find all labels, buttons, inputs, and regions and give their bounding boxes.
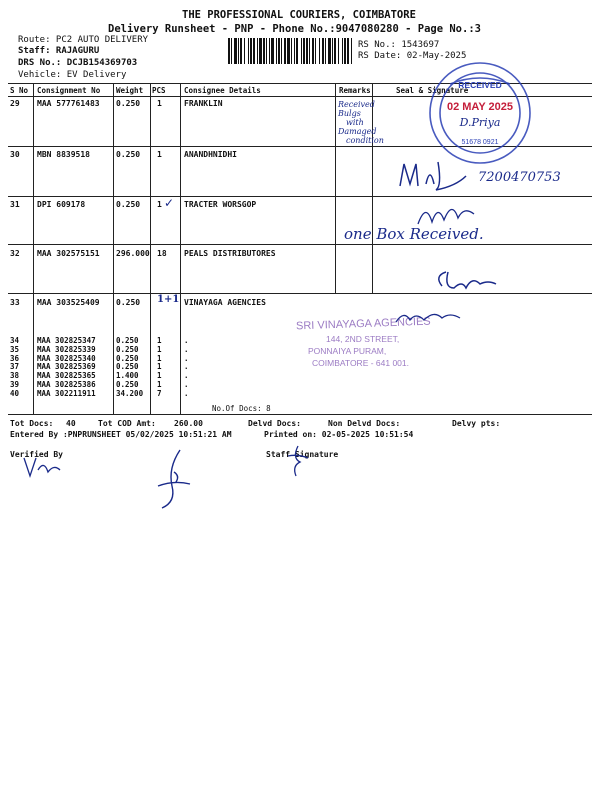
remark-handwritten [338,100,384,145]
vinayaga-stamp-line2: 144, 2ND STREET, [326,334,400,344]
row-divider [8,293,592,294]
row-sno: 37 [10,362,20,372]
row-consignment: MAA 302575151 [37,249,100,258]
col-sno: S No [10,86,29,95]
verified-signature-2 [150,446,194,512]
row-sno: 35 [10,344,20,354]
row-weight: 1.400 [116,371,139,381]
row-weight: 0.250 [116,344,139,354]
drs-number: DRS No.: DCJB154369703 [18,58,138,68]
barcode [228,38,353,64]
table-bottom-line [8,414,592,415]
barcode-bar [269,38,270,64]
row-consignment: MAA 302825339 [37,344,96,354]
col-divider [33,83,34,414]
barcode-bar [259,38,262,64]
verified-by-label: Verified By [10,450,63,459]
stamp-received-text: RECEIVED [458,80,502,90]
row-consignee: VINAYAGA AGENCIES [184,298,266,307]
remark-line: condition [346,136,384,145]
no-of-docs: No.Of Docs: 8 [212,404,271,413]
row-consignment: MAA 302211911 [37,388,96,398]
signature-row33 [392,306,464,330]
row-divider [8,196,592,197]
barcode-bar [344,38,346,64]
row-sno: 38 [10,371,20,381]
signature-row32 [432,266,502,294]
row-weight: 0.250 [116,200,141,209]
row-weight: 0.250 [116,336,139,345]
row-sno: 39 [10,380,20,389]
remark-line: with [346,118,364,127]
row-consignment: MAA 577761483 [37,99,100,108]
row-weight: 0.250 [116,99,141,108]
barcode-bar [294,38,295,64]
row-consignment: MAA 302825347 [37,336,96,345]
row-consignee: FRANKLIN [184,99,223,108]
barcode-bar [284,38,286,64]
row-pcs-handwritten: 1+1 [157,294,180,305]
row-consignment: MAA 302825365 [37,371,96,381]
non-delvd-label: Non Delvd Docs: [328,419,401,428]
barcode-bar [244,38,245,64]
row-weight: 0.250 [116,362,139,372]
row-pcs: 1 [157,200,162,209]
vinayaga-stamp-line4: COIMBATORE - 641 001. [312,358,409,368]
phone-handwritten: 7200470753 [478,170,561,185]
row-weight: 0.250 [116,353,139,363]
row-pcs: 1 [157,344,162,354]
barcode-bar [328,38,331,64]
row-divider [8,244,592,245]
vinayaga-stamp-line1: SRI VINAYAGA AGENCIES [295,315,431,333]
row-sno: 33 [10,298,20,307]
row-consignee: . [184,353,189,363]
remark-line: Received [338,100,375,109]
col-consignee: Consignee Details [184,86,261,95]
row-pcs: 1 [157,353,162,363]
barcode-bar [234,38,237,64]
tot-cod-label: Tot COD Amt: [98,419,156,428]
row-sno: 36 [10,353,20,363]
staff-signature-mark [282,444,312,478]
row-consignee: . [184,380,189,389]
row-pcs: 1 [157,362,162,372]
row-pcs: 1 [157,336,162,345]
row-pcs: 7 [157,388,162,398]
col-divider [335,83,336,293]
row-pcs: 1 [157,380,162,389]
row-consignment: MAA 302825386 [37,380,96,389]
barcode-bar [278,38,280,64]
tot-cod-value: 260.00 [174,419,203,428]
row-consignment: MAA 302825369 [37,362,96,372]
row-sno: 34 [10,336,20,345]
received-stamp [424,60,536,166]
barcode-bar [291,38,292,64]
row-pcs: 1 [157,371,162,381]
staff-signature-label: Staff Signature [266,450,339,459]
printed-on: Printed on: 02-05-2025 10:51:54 [264,430,414,439]
barcode-bar [266,38,267,64]
barcode-bar [271,38,274,64]
barcode-bar [332,38,333,64]
barcode-bar [296,38,298,64]
row-sno: 31 [10,200,20,209]
barcode-bar [303,38,305,64]
row-pcs: 1 [157,150,162,159]
rs-date: RS Date: 02-May-2025 [358,51,467,61]
remark-line: Damaged [338,127,377,136]
row-pcs: 1 [157,99,162,108]
check-icon: ✓ [164,196,175,210]
delvy-pts-label: Delvy pts: [452,419,501,428]
received-note: one Box Received. [344,225,484,243]
barcode-bar [309,38,310,64]
barcode-bar [231,38,232,64]
row-sno: 30 [10,150,20,159]
barcode-bar [248,38,249,64]
staff-label: Staff: RAJAGURU [18,46,100,56]
col-divider [113,83,114,414]
tot-docs-label: Tot Docs: [10,419,54,428]
barcode-bar [347,38,349,64]
barcode-bar [250,38,252,64]
barcode-bar [312,38,314,64]
row-sno: 32 [10,249,20,258]
stamp-signature-name: D.Priya [459,116,501,129]
delvd-docs-label: Delvd Docs: [248,419,301,428]
col-weight: Weight [116,86,144,95]
row-pcs: 18 [157,249,167,258]
barcode-bar [281,38,282,64]
row-weight: 34.200 [116,388,144,398]
row-weight: 0.250 [116,298,141,307]
barcode-bar [342,38,343,64]
route-label: Route: PC2 AUTO DELIVERY [18,35,149,45]
row-consignment: DPI 609178 [37,200,86,209]
row-consignee: . [184,344,189,354]
row-weight: 0.250 [116,380,139,389]
col-divider [180,83,181,414]
row-sno: 29 [10,99,20,108]
barcode-bar [253,38,255,64]
row-weight: 296.000 [116,249,150,258]
barcode-bar [322,38,324,64]
row-consignee: . [184,362,189,372]
stamp-ring-text: 51678 0921 [461,139,499,146]
row-consignment: MAA 303525409 [37,298,100,307]
remark-line: Bulgs [338,109,361,118]
col-remarks: Remarks [339,86,371,95]
barcode-bar [315,38,316,64]
barcode-bar [238,38,239,64]
barcode-bar [263,38,265,64]
signature-mk [396,156,476,198]
barcode-bar [319,38,320,64]
col-divider [150,83,151,414]
barcode-bar [334,38,336,64]
barcode-bar [338,38,339,64]
tot-docs-value: 40 [66,419,76,428]
entered-by: Entered By :PNPRUNSHEET 05/02/2025 10:51:21 AM [10,430,232,439]
barcode-bar [325,38,326,64]
barcode-bar [301,38,302,64]
row-consignment: MBN 8839518 [37,150,90,159]
barcode-bar [351,38,352,64]
row-weight: 0.250 [116,150,141,159]
row-consignee: TRACTER WORSGOP [184,200,257,209]
barcode-bar [276,38,277,64]
row-consignee: . [184,388,189,398]
row-consignee: . [184,371,189,381]
col-pcs: PCS [152,86,166,95]
rs-number: RS No.: 1543697 [358,40,440,50]
barcode-bar [287,38,290,64]
row-consignee: . [184,336,189,345]
col-seal: Seal & Signature [396,86,469,95]
stamp-date: 02 MAY 2025 [446,101,514,113]
row-consignee: ANANDHNIDHI [184,150,237,159]
row-consignment: MAA 302825340 [37,353,96,363]
barcode-bar [228,38,230,64]
col-consignment: Consignment No [37,86,101,95]
vehicle-label: Vehicle: EV Delivery [18,70,127,80]
row-sno: 40 [10,388,20,398]
verified-signature [20,452,66,482]
barcode-bar [240,38,242,64]
vinayaga-stamp-line3: PONNAIYA PURAM, [308,346,387,356]
company-name: THE PROFESSIONAL COURIERS, COIMBATORE [182,9,416,21]
row-consignee: PEALS DISTRIBUTORES [184,249,276,258]
runsheet-title: Delivery Runsheet - PNP - Phone No.:9047080280 - Page No.:3 [108,23,481,35]
barcode-bar [257,38,258,64]
barcode-bar [306,38,308,64]
